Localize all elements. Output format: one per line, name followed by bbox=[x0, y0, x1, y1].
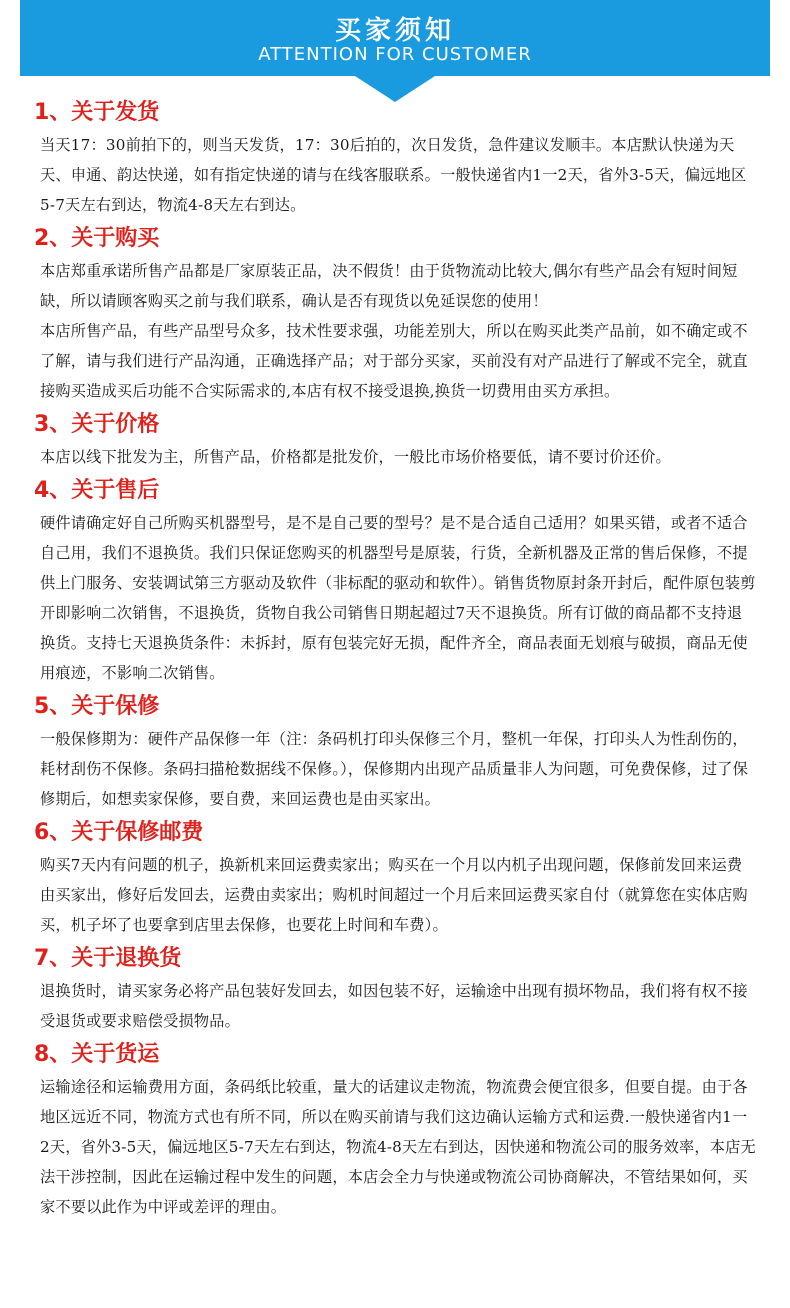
page-subtitle: ATTENTION FOR CUSTOMER bbox=[258, 44, 532, 65]
section-warranty-postage bbox=[0, 816, 790, 940]
section-title: 2、关于购买 bbox=[34, 226, 160, 251]
section-title: 3、关于价格 bbox=[34, 412, 160, 437]
section-paragraph: 购买7天内有问题的机子，换新机来回运费卖家出；购买在一个月以内机子出现问题，保修前发回来运费由买家出，修好后发回去，运费由卖家出；购机时间超过一个月后来回运费买家自付（就算您在实体店购买，机子坏了也要拿到店里去保修，也要花上时间和车费）。 bbox=[40, 856, 748, 934]
section-returns bbox=[0, 942, 790, 1036]
header-banner bbox=[20, 0, 770, 76]
section-freight bbox=[0, 1038, 790, 1222]
notice-content bbox=[0, 96, 790, 1222]
section-shipping bbox=[0, 96, 790, 220]
section-price bbox=[0, 408, 790, 472]
section-paragraph: 一般保修期为：硬件产品保修一年（注：条码机打印头保修三个月，整机一年保，打印头人为性刮伤的，耗材刮伤不保修。条码扫描枪数据线不保修。），保修期内出现产品质量非人为问题，可免费保修，过了保修期后，如想卖家保修，要自费，来回运费也是由买家出。 bbox=[40, 730, 749, 808]
section-title: 8、关于货运 bbox=[34, 1042, 160, 1067]
section-paragraph: 当天17：30前拍下的，则当天发货，17：30后拍的，次日发货，急件建议发顺丰。本店默认快递为天天、申通、韵达快递，如有指定快递的请与在线客服联系。一般快递省内1一2天，省外3-5天，偏远地区5-7天左右到达，物流4-8天左右到达。 bbox=[40, 136, 747, 214]
section-paragraph: 硬件请确定好自己所购买机器型号，是不是自己要的型号？是不是合适自己适用？如果买错，或者不适合自己用，我们不退换货。我们只保证您购买的机器型号是原装，行货，全新机器及正常的售后保修，不提供上门服务、安装调试第三方驱动及软件（非标配的驱动和软件）。销售货物原封条开封后，配件原包装剪开即影响二次销售，不退换货，货物自我公司销售日期起超过7天不退换货。所有订做的商品都不支持退换货。支持七天退换货条件：未拆封，原有包装完好无损，配件齐全，商品表面无划痕与破损，商品无使用痕迹，不影响二次销售。 bbox=[40, 514, 756, 682]
section-title: 4、关于售后 bbox=[34, 478, 160, 503]
section-warranty bbox=[0, 690, 790, 814]
section-after-sales bbox=[0, 474, 790, 688]
section-paragraph: 本店所售产品，有些产品型号众多，技术性要求强，功能差别大，所以在购买此类产品前，如不确定或不了解，请与我们进行产品沟通，正确选择产品；对于部分买家，买前没有对产品进行了解或不完全，就直接购买造成买后功能不合实际需求的,本店有权不接受退换,换货一切费用由买方承担。 bbox=[40, 322, 748, 400]
section-title: 6、关于保修邮费 bbox=[34, 820, 204, 845]
section-title: 1、关于发货 bbox=[34, 100, 160, 125]
section-title: 7、关于退换货 bbox=[34, 946, 182, 971]
section-paragraph: 本店以线下批发为主，所售产品，价格都是批发价，一般比市场价格要低，请不要讨价还价。 bbox=[40, 448, 671, 466]
section-paragraph: 运输途径和运输费用方面，条码纸比较重，量大的话建议走物流，物流费会便宜很多，但要自提。由于各地区远近不同，物流方式也有所不同，所以在购买前请与我们这边确认运输方式和运费.一般快递省内1一2天，省外3-5天，偏远地区5-7天左右到达，物流4-8天左右到达，因快递和物流公司的服务效率，本店无法干涉控制，因此在运输过程中发生的问题，本店会全力与快递或物流公司协商解决，不管结果如何，买家不要以此作为中评或差评的理由。 bbox=[40, 1078, 756, 1216]
section-purchase bbox=[0, 222, 790, 406]
section-paragraph: 退换货时，请买家务必将产品包装好发回去，如因包装不好，运输途中出现有损坏物品，我们将有权不接受退货或要求赔偿受损物品。 bbox=[40, 982, 748, 1030]
section-paragraph: 本店郑重承诺所售产品都是厂家原装正品，决不假货！由于货物流动比较大,偶尔有些产品会有短时间短缺，所以请顾客购买之前与我们联系，确认是否有现货以免延误您的使用！ bbox=[40, 262, 738, 310]
page-title: 买家须知 bbox=[334, 16, 455, 46]
section-title: 5、关于保修 bbox=[34, 694, 160, 719]
